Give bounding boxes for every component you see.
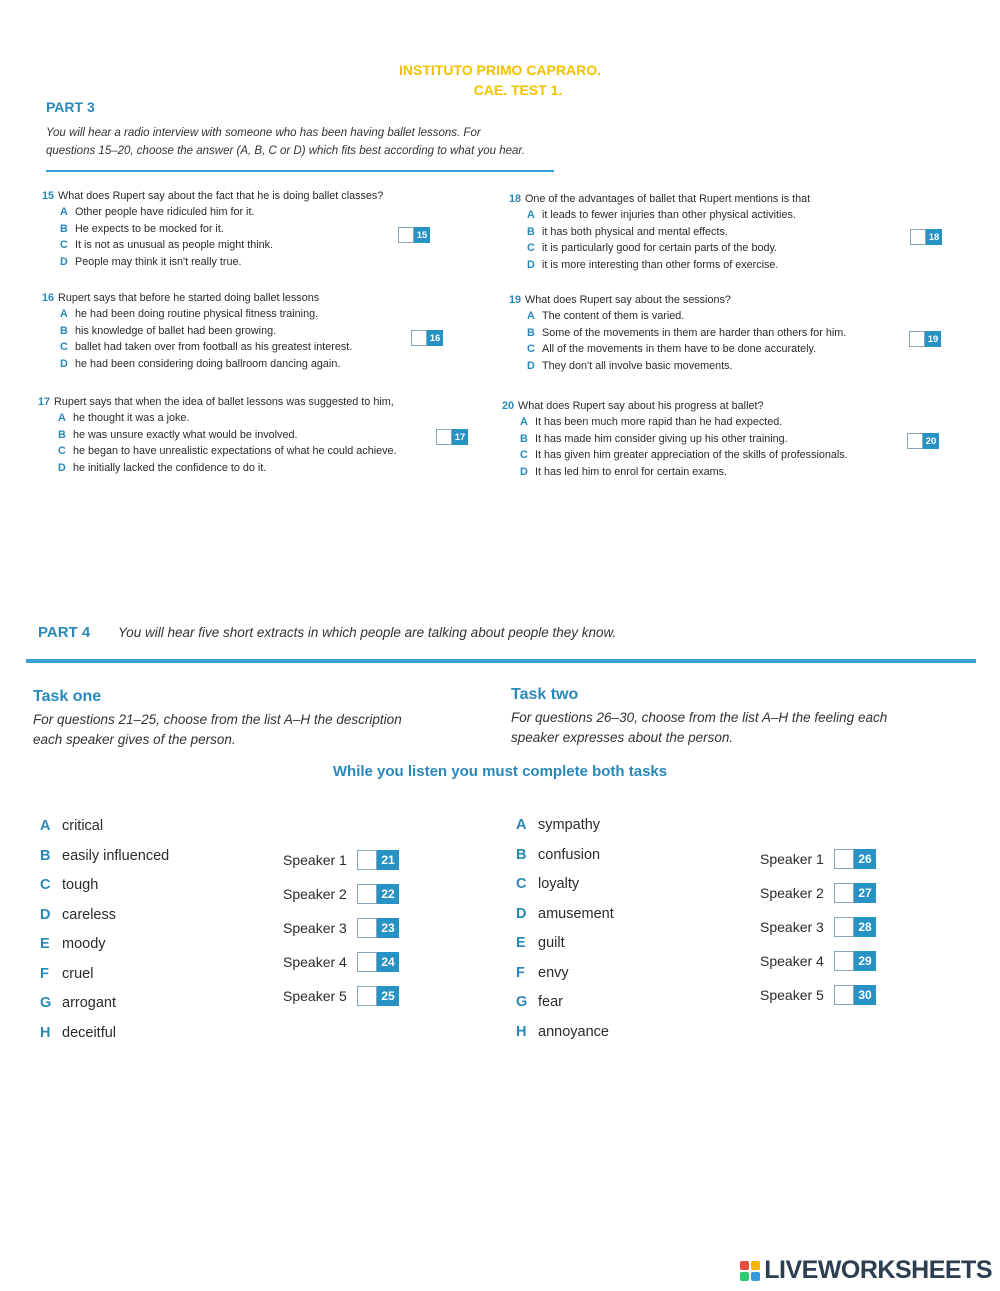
speaker-row: Speaker 4 24: [283, 945, 399, 979]
option-d: D They don't all involve basic movements.: [527, 359, 733, 372]
option-b: B It has made him consider giving up his other training.: [520, 432, 788, 445]
answer-input[interactable]: [398, 227, 414, 243]
task-two-instructions: For questions 26–30, choose from the list A–H the feeling each speaker expresses about the person.: [511, 710, 888, 745]
speaker-row: Speaker 4 29: [760, 944, 876, 978]
answer-box-23[interactable]: 23: [357, 918, 399, 938]
answer-input[interactable]: [907, 433, 923, 449]
list-item: F envy: [516, 964, 569, 981]
question-stem: What does Rupert say about his progress at ballet?: [518, 400, 764, 412]
answer-number: 20: [923, 433, 939, 449]
option-c: C All of the movements in them have to be done accurately.: [527, 343, 817, 356]
answer-number: 18: [926, 229, 942, 245]
option-c: C It has given him greater appreciation of the skills of professionals.: [520, 449, 848, 462]
question-number: 19: [509, 294, 522, 306]
answer-box-15[interactable]: [398, 227, 430, 243]
question-number: 17: [38, 396, 51, 408]
list-two: [516, 817, 614, 1053]
speaker-row: Speaker 1 21: [283, 843, 399, 877]
option-a: A he thought it was a joke.: [58, 412, 190, 425]
option-d: D he initially lacked the confidence to do it.: [58, 461, 267, 474]
list-item: G fear: [516, 994, 563, 1010]
school-name: INSTITUTO PRIMO CAPRARO.: [399, 62, 601, 78]
question-number: 20: [502, 400, 515, 412]
list-item: G arrogant: [40, 995, 117, 1011]
liveworksheets-logo-icon: [740, 1261, 760, 1281]
task-one-instructions: For questions 21–25, choose from the list A–H the description each speaker gives of the person.: [33, 712, 402, 747]
question-18: [509, 191, 909, 273]
answer-box-30[interactable]: 30: [834, 985, 876, 1005]
option-d: D People may think it isn't really true.: [60, 255, 242, 268]
part3-instructions-line1: You will hear a radio interview with someone who has been having ballet lessons. For: [46, 127, 481, 139]
option-a: A he had been doing routine physical fitness training.: [60, 308, 319, 321]
option-c: C It is not as unusual as people might think.: [60, 239, 274, 252]
test-title: CAE. TEST 1.: [473, 82, 563, 98]
list-item: C tough: [40, 877, 99, 893]
list-item: D amusement: [516, 905, 614, 922]
question-19: [509, 292, 909, 374]
option-d: D It has led him to enrol for certain exams.: [520, 465, 728, 478]
list-item: E guilt: [516, 935, 565, 951]
question-number: 18: [509, 193, 522, 205]
question-stem: What does Rupert say about the sessions?: [525, 294, 731, 306]
option-a: A it leads to fewer injuries than other physical activities.: [527, 209, 796, 222]
answer-box-20[interactable]: [907, 433, 939, 449]
speaker-row: Speaker 3 23: [283, 911, 399, 945]
speakers-one: [283, 843, 399, 1013]
question-number: 15: [42, 190, 55, 202]
part3-instructions-line2: questions 15–20, choose the answer (A, B, C or D) which fits best according to what you hear.: [46, 145, 525, 157]
speaker-row: Speaker 5 25: [283, 979, 399, 1013]
list-item: A critical: [40, 818, 104, 834]
option-c: C ballet had taken over from football as his greatest interest.: [60, 341, 353, 354]
option-c: C he began to have unrealistic expectations of what he could achieve.: [58, 445, 397, 458]
part4-title: PART 4: [38, 624, 91, 641]
part3-divider: [46, 170, 554, 172]
question-number: 16: [42, 292, 55, 304]
answer-box-16[interactable]: [411, 330, 443, 346]
option-a: A Other people have ridiculed him for it.: [60, 206, 255, 219]
option-a: A The content of them is varied.: [527, 310, 685, 323]
question-stem: What does Rupert say about the fact that he is doing ballet classes?: [58, 190, 384, 202]
answer-box-27[interactable]: 27: [834, 883, 876, 903]
answer-box-18[interactable]: [910, 229, 942, 245]
speaker-row: Speaker 5 30: [760, 978, 876, 1012]
liveworksheets-logo[interactable]: [740, 1256, 992, 1285]
option-a: A It has been much more rapid than he had expected.: [520, 416, 783, 429]
list-item: B easily influenced: [40, 847, 170, 864]
speaker-row: Speaker 2 27: [760, 876, 876, 910]
option-b: B his knowledge of ballet had been growing.: [60, 324, 277, 337]
task-two-heading: Task two: [511, 686, 579, 703]
list-item: A sympathy: [516, 817, 601, 833]
option-b: B Some of the movements in them are harder than others for him.: [527, 326, 847, 339]
list-item: B confusion: [516, 846, 601, 863]
list-item: H annoyance: [516, 1023, 609, 1040]
task-one-heading: Task one: [33, 688, 102, 705]
option-b: B it has both physical and mental effects.: [527, 225, 728, 238]
answer-box-24[interactable]: 24: [357, 952, 399, 972]
question-17: [38, 394, 478, 476]
answer-box-25[interactable]: 25: [357, 986, 399, 1006]
option-d: D it is more interesting than other forms of exercise.: [527, 258, 779, 271]
speaker-row: Speaker 1 26: [760, 842, 876, 876]
option-c: C it is particularly good for certain parts of the body.: [527, 242, 778, 255]
answer-number: 19: [925, 331, 941, 347]
both-tasks-notice: While you listen you must complete both tasks: [332, 763, 668, 780]
answer-box-28[interactable]: 28: [834, 917, 876, 937]
answer-input[interactable]: [411, 330, 427, 346]
answer-box-17[interactable]: [436, 429, 468, 445]
speaker-row: Speaker 2 22: [283, 877, 399, 911]
question-stem: One of the advantages of ballet that Rupert mentions is that: [525, 193, 811, 205]
list-item: D careless: [40, 906, 116, 923]
answer-number: 16: [427, 330, 443, 346]
answer-box-21[interactable]: 21: [357, 850, 399, 870]
answer-input[interactable]: [436, 429, 452, 445]
list-one: [40, 818, 169, 1054]
answer-number: 17: [452, 429, 468, 445]
question-stem: Rupert says that before he started doing ballet lessons: [58, 292, 320, 304]
speakers-two: [760, 842, 876, 1012]
answer-number: 15: [414, 227, 430, 243]
part3-title: PART 3: [46, 99, 95, 115]
question-stem: Rupert says that when the idea of ballet lessons was suggested to him,: [54, 396, 394, 408]
question-16: [42, 290, 462, 372]
answer-box-29[interactable]: 29: [834, 951, 876, 971]
answer-input[interactable]: [910, 229, 926, 245]
option-b: B He expects to be mocked for it.: [60, 222, 224, 235]
part4-divider: [26, 659, 976, 663]
list-item: C loyalty: [516, 876, 580, 892]
question-20: [502, 398, 907, 480]
part4-subtitle: You will hear five short extracts in which people are talking about people they know.: [118, 625, 617, 640]
answer-input[interactable]: [909, 331, 925, 347]
answer-box-26[interactable]: 26: [834, 849, 876, 869]
list-item: H deceitful: [40, 1024, 117, 1041]
list-item: F cruel: [40, 965, 94, 982]
answer-box-19[interactable]: [909, 331, 941, 347]
speaker-row: Speaker 3 28: [760, 910, 876, 944]
brand-name: LIVEWORKSHEETS: [764, 1256, 992, 1284]
option-d: D he had been considering doing ballroom dancing again.: [60, 357, 341, 370]
option-b: B he was unsure exactly what would be involved.: [58, 428, 298, 441]
list-item: E moody: [40, 936, 106, 952]
answer-box-22[interactable]: 22: [357, 884, 399, 904]
